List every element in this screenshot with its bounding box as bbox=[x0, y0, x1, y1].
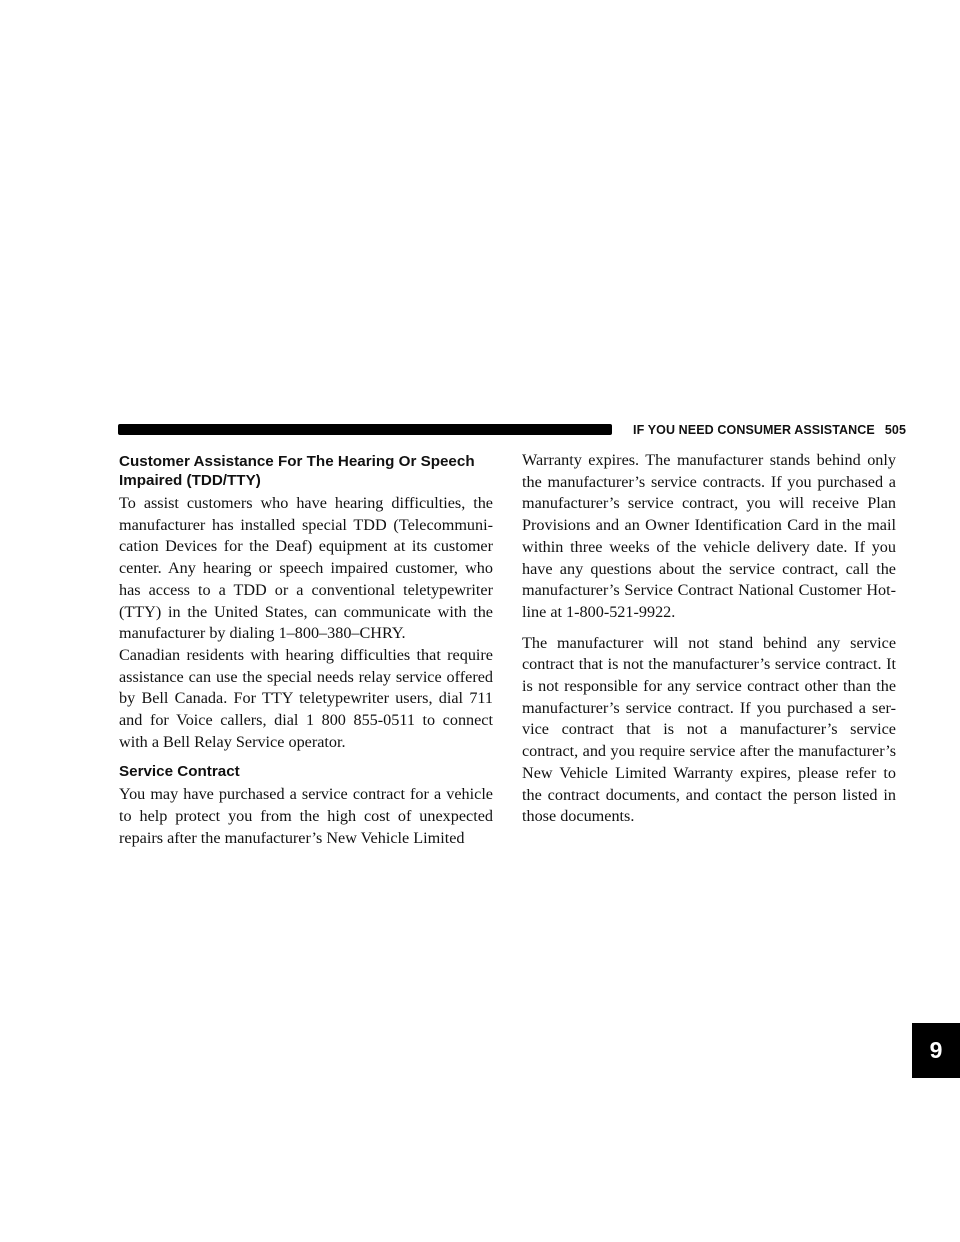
left-column bbox=[119, 452, 493, 850]
right-column bbox=[522, 450, 896, 828]
chapter-number: 9 bbox=[929, 1037, 943, 1063]
heading-service-contract: Service Contract bbox=[119, 763, 240, 781]
paragraph-service-contract-continued: Warranty expires. The manufacturer stands behind only the manufacturer’s service contracts. If you purchased a manufacturer’s service contract, you will receive Plan Provisions and an Owner Identification Card in the mail within three weeks of the vehicle delivery date. If you have any questions about the service contract, call the manufacturer’s Service Contract National Customer Hot- line at 1-800-521-9922. bbox=[522, 451, 896, 621]
paragraph-non-manufacturer-contract: The manufacturer will not stand behind any service contract that is not the manufacturer’s service contract. It is not responsible for any service contract other than the manufacturer’s service contract. If you purchased a ser- vice contract that is not a manufacturer’s service contract, and you require service after the manufacturer’s New Vehicle Limited Warranty expires, please refer to the contract documents, and contact the person listed in those documents. bbox=[522, 633, 896, 826]
paragraph-tdd-canada: Canadian residents with hearing difficulties that require assistance can use the special needs relay service offered by Bell Canada. For TTY teletypewriter users, dial 711 and for Voice callers, dial 1 800 855-0511 to connect with a Bell Relay Service operator. bbox=[119, 645, 493, 751]
section-title: IF YOU NEED CONSUMER ASSISTANCE bbox=[633, 423, 875, 437]
heading-tdd-tty: Customer Assistance For The Hearing Or Speech Impaired (TDD/TTY) bbox=[119, 453, 475, 489]
page-number: 505 bbox=[884, 423, 906, 437]
paragraph-tdd-us: To assist customers who have hearing difficulties, the manufacturer has installed special TDD (Telecommuni- cation Devices for the Deaf) equipment at its customer center. Any hearing or speech impaired customer, who has access to a TDD or a conventional teletypewriter (TTY) in the United States, can communicate with the manufacturer by dialing 1–800–380–CHRY. bbox=[119, 494, 493, 643]
running-header bbox=[616, 423, 906, 437]
chapter-tab bbox=[912, 1023, 960, 1078]
header-rule bbox=[118, 424, 612, 435]
paragraph-service-contract-intro: You may have purchased a service contract for a vehicle to help protect you from the high cost of unexpected repairs after the manufacturer’s New Vehicle Limited bbox=[119, 785, 493, 847]
